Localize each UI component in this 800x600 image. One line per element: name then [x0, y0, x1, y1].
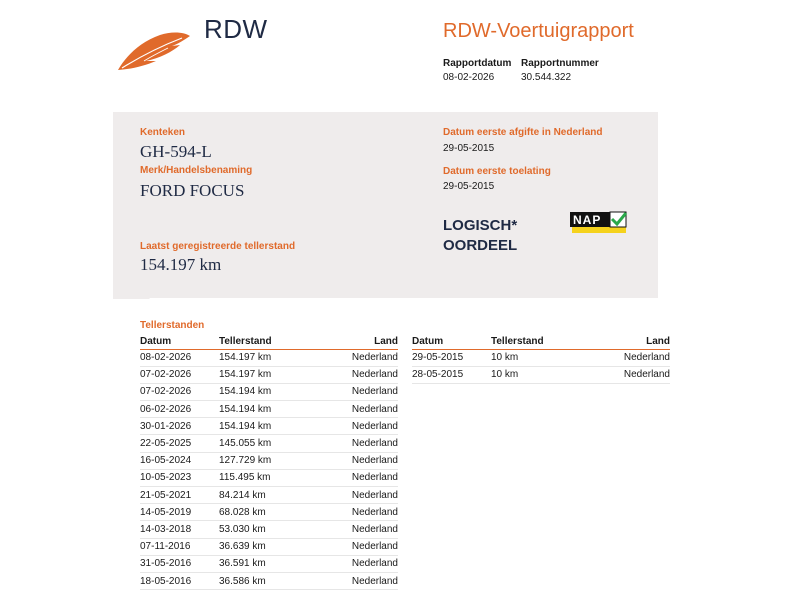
- table-row: [140, 383, 398, 400]
- cell-tellerstand: 10 km: [491, 366, 591, 383]
- col-header-land: Land: [591, 335, 670, 349]
- cell-datum: 07-11-2016: [140, 538, 219, 555]
- cell-land: Nederland: [319, 452, 398, 469]
- cell-tellerstand: 84.214 km: [219, 487, 319, 504]
- table-row: [140, 349, 398, 366]
- rapportdatum-label: Rapportdatum: [443, 58, 512, 69]
- table-row: [140, 572, 398, 589]
- cell-datum: 29-05-2015: [412, 349, 491, 366]
- cell-datum: 21-05-2021: [140, 487, 219, 504]
- cell-tellerstand: 154.197 km: [219, 366, 319, 383]
- verdict-line-1: LOGISCH*: [443, 217, 518, 234]
- cell-datum: 31-05-2016: [140, 555, 219, 572]
- cell-tellerstand: 127.729 km: [219, 452, 319, 469]
- col-header-datum: Datum: [140, 335, 219, 349]
- cell-tellerstand: 154.194 km: [219, 418, 319, 435]
- cell-tellerstand: 154.194 km: [219, 401, 319, 418]
- col-header-tellerstand: Tellerstand: [491, 335, 591, 349]
- cell-tellerstand: 36.639 km: [219, 538, 319, 555]
- cell-datum: 06-02-2026: [140, 401, 219, 418]
- cell-land: Nederland: [319, 418, 398, 435]
- table-header-row: [140, 335, 398, 349]
- table-header-row: [412, 335, 670, 349]
- table-row: [140, 555, 398, 572]
- table-row: [140, 435, 398, 452]
- cell-tellerstand: 154.197 km: [219, 349, 319, 366]
- tellerstanden-table-right: [412, 335, 670, 384]
- table-row: [140, 521, 398, 538]
- table-row: [140, 469, 398, 486]
- cell-land: Nederland: [591, 349, 670, 366]
- cell-land: Nederland: [319, 487, 398, 504]
- table-row: [140, 418, 398, 435]
- cell-tellerstand: 154.194 km: [219, 383, 319, 400]
- col-header-land: Land: [319, 335, 398, 349]
- table-row: [140, 504, 398, 521]
- afgifte-value: 29-05-2015: [443, 143, 495, 154]
- merk-label: Merk/Handelsbenaming: [140, 165, 253, 176]
- cell-datum: 07-02-2026: [140, 366, 219, 383]
- cell-tellerstand: 36.586 km: [219, 572, 319, 589]
- cell-datum: 07-02-2026: [140, 383, 219, 400]
- brand-name: RDW: [204, 14, 268, 44]
- cell-tellerstand: 10 km: [491, 349, 591, 366]
- cell-datum: 30-01-2026: [140, 418, 219, 435]
- cell-land: Nederland: [319, 555, 398, 572]
- cell-land: Nederland: [319, 366, 398, 383]
- cell-land: Nederland: [319, 435, 398, 452]
- rapportnummer-label: Rapportnummer: [521, 58, 599, 69]
- cell-tellerstand: 115.495 km: [219, 469, 319, 486]
- card-corner-notch: [113, 283, 165, 299]
- tellerstand-label: Laatst geregistreerde tellerstand: [140, 241, 296, 252]
- table-row: [412, 349, 670, 366]
- table-row: [140, 401, 398, 418]
- table-row: [140, 487, 398, 504]
- nap-logo-icon: [570, 211, 628, 235]
- cell-datum: 16-05-2024: [140, 452, 219, 469]
- cell-tellerstand: 145.055 km: [219, 435, 319, 452]
- afgifte-label: Datum eerste afgifte in Nederland: [443, 127, 603, 138]
- cell-datum: 22-05-2025: [140, 435, 219, 452]
- rdw-logo-icon: [116, 28, 192, 72]
- cell-land: Nederland: [319, 504, 398, 521]
- cell-tellerstand: 68.028 km: [219, 504, 319, 521]
- nap-logo-text: NAP: [573, 213, 602, 227]
- toelating-label: Datum eerste toelating: [443, 166, 551, 177]
- cell-land: Nederland: [319, 349, 398, 366]
- merk-value: FORD FOCUS: [140, 181, 245, 200]
- report-title: RDW-Voertuigrapport: [443, 20, 634, 42]
- cell-land: Nederland: [319, 401, 398, 418]
- tellerstand-value: 154.197 km: [140, 255, 222, 274]
- table-row: [140, 452, 398, 469]
- nap-verdict: [443, 216, 517, 256]
- cell-datum: 08-02-2026: [140, 349, 219, 366]
- cell-datum: 14-03-2018: [140, 521, 219, 538]
- cell-tellerstand: 53.030 km: [219, 521, 319, 538]
- kenteken-value: GH-594-L: [140, 142, 212, 161]
- tellerstanden-title: Tellerstanden: [140, 320, 205, 331]
- col-header-datum: Datum: [412, 335, 491, 349]
- tellerstanden-table-left: [140, 335, 398, 590]
- table-row: [140, 538, 398, 555]
- cell-datum: 10-05-2023: [140, 469, 219, 486]
- cell-tellerstand: 36.591 km: [219, 555, 319, 572]
- cell-datum: 14-05-2019: [140, 504, 219, 521]
- table-row: [140, 366, 398, 383]
- kenteken-label: Kenteken: [140, 127, 186, 138]
- cell-land: Nederland: [319, 521, 398, 538]
- cell-land: Nederland: [319, 572, 398, 589]
- verdict-line-2: OORDEEL: [443, 237, 518, 254]
- cell-datum: 28-05-2015: [412, 366, 491, 383]
- cell-land: Nederland: [319, 538, 398, 555]
- col-header-tellerstand: Tellerstand: [219, 335, 319, 349]
- rapportnummer-value: 30.544.322: [521, 72, 572, 83]
- rapportdatum-value: 08-02-2026: [443, 72, 495, 83]
- cell-datum: 18-05-2016: [140, 572, 219, 589]
- toelating-value: 29-05-2015: [443, 181, 495, 192]
- cell-land: Nederland: [319, 383, 398, 400]
- table-row: [412, 366, 670, 383]
- cell-land: Nederland: [319, 469, 398, 486]
- cell-land: Nederland: [591, 366, 670, 383]
